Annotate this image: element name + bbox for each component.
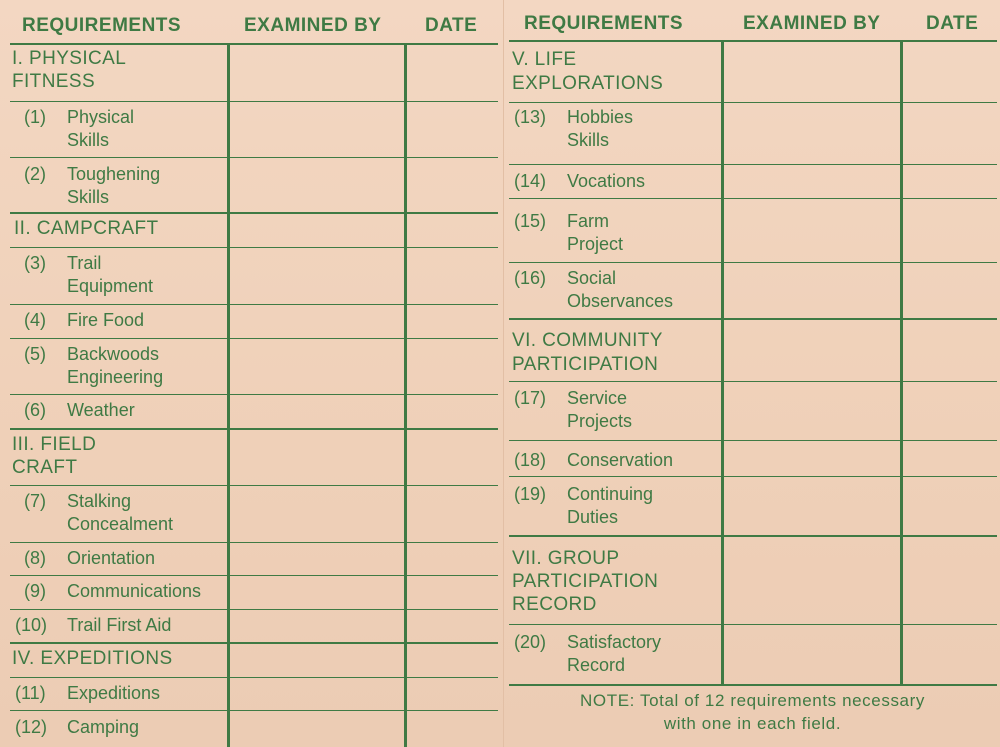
item-number: (14) <box>514 171 547 191</box>
item-number: (6) <box>24 400 46 420</box>
right-section-rule <box>509 684 997 686</box>
left-header-requirements: REQUIREMENTS <box>22 15 182 36</box>
item-number: (18) <box>514 450 547 470</box>
item-label-orientation: Orientation <box>67 548 156 568</box>
left-section-rule <box>10 212 498 214</box>
item-number: (13) <box>514 107 547 127</box>
left-row-rule <box>10 101 498 102</box>
left-row-rule <box>10 247 498 248</box>
right-row-rule <box>509 381 997 382</box>
item-label-hobbies-skills: Hobbies Skills <box>567 107 634 150</box>
left-header-date: DATE <box>425 15 478 36</box>
item-label-continuing-duties: Continuing Duties <box>567 484 654 527</box>
item-label-satisfactory-record: Satisfactory Record <box>567 632 662 675</box>
item-label-stalking-concealment: Stalking Concealment <box>67 491 174 534</box>
right-section-rule <box>509 318 997 320</box>
item-number: (20) <box>514 632 547 652</box>
item-number: (7) <box>24 491 46 511</box>
section-title-campcraft: II. CAMPCRAFT <box>14 218 159 239</box>
right-header-requirements: REQUIREMENTS <box>524 13 684 34</box>
left-row-rule <box>10 677 498 678</box>
right-row-rule <box>509 198 997 199</box>
right-row-rule <box>509 624 997 625</box>
left-row-rule <box>10 338 498 339</box>
right-requirements-card <box>503 0 1000 747</box>
item-number: (17) <box>514 388 547 408</box>
item-number: (16) <box>514 268 547 288</box>
section-title-field-craft: III. FIELD CRAFT <box>12 434 97 478</box>
left-row-rule <box>10 609 498 610</box>
item-number: (1) <box>24 107 46 127</box>
right-row-rule <box>509 440 997 441</box>
item-number: (2) <box>24 164 46 184</box>
item-number: (3) <box>24 253 46 273</box>
section-title-physical-fitness: I. PHYSICAL FITNESS <box>12 48 127 92</box>
item-number: (4) <box>24 310 46 330</box>
item-label-trail-equipment: Trail Equipment <box>67 253 154 296</box>
right-column-divider-2 <box>900 40 903 685</box>
item-label-vocations: Vocations <box>567 171 646 191</box>
right-header-examined-by: EXAMINED BY <box>743 13 881 34</box>
item-number: (19) <box>514 484 547 504</box>
item-label-camping: Camping <box>67 717 140 737</box>
right-row-rule <box>509 164 997 165</box>
left-header-examined-by: EXAMINED BY <box>244 15 382 36</box>
item-number: (10) <box>15 615 48 635</box>
item-number: (8) <box>24 548 46 568</box>
item-label-farm-project: Farm Project <box>567 211 624 254</box>
item-label-trail-first-aid: Trail First Aid <box>67 615 172 635</box>
item-label-expeditions: Expeditions <box>67 683 161 703</box>
left-row-rule <box>10 157 498 158</box>
right-row-rule <box>509 476 997 477</box>
left-header-rule <box>10 43 498 45</box>
item-label-backwoods-engineering: Backwoods Engineering <box>67 344 164 387</box>
right-column-divider-1 <box>721 40 724 685</box>
right-header-date: DATE <box>926 13 979 34</box>
left-row-rule <box>10 304 498 305</box>
section-title-community-participation: VI. COMMUNITY PARTICIPATION <box>512 330 663 375</box>
item-label-fire-food: Fire Food <box>67 310 145 330</box>
section-title-group-participation-record: VII. GROUP PARTICIPATION RECORD <box>512 548 659 615</box>
requirements-note: NOTE: Total of 12 requirements necessary with one in each field. <box>580 691 925 733</box>
section-title-life-explorations: V. LIFE EXPLORATIONS <box>512 49 664 94</box>
item-number: (12) <box>15 717 48 737</box>
right-header-rule <box>509 40 997 42</box>
left-row-rule <box>10 575 498 576</box>
item-label-toughening-skills: Toughening Skills <box>67 164 161 207</box>
item-number: (5) <box>24 344 46 364</box>
left-row-rule <box>10 710 498 711</box>
left-row-rule <box>10 485 498 486</box>
section-title-expeditions: IV. EXPEDITIONS <box>12 648 173 669</box>
item-label-conservation: Conservation <box>567 450 674 470</box>
right-row-rule <box>509 102 997 103</box>
left-section-rule <box>10 642 498 644</box>
item-label-social-observances: Social Observances <box>567 268 674 311</box>
item-label-service-projects: Service Projects <box>567 388 633 431</box>
item-number: (11) <box>15 683 46 703</box>
item-label-communications: Communications <box>67 581 202 601</box>
left-row-rule <box>10 542 498 543</box>
left-row-rule <box>10 394 498 395</box>
right-section-rule <box>509 535 997 537</box>
item-label-weather: Weather <box>67 400 135 420</box>
item-number: (9) <box>24 581 46 601</box>
left-section-rule <box>10 428 498 430</box>
right-row-rule <box>509 262 997 263</box>
item-label-physical-skills: Physical Skills <box>67 107 135 150</box>
item-number: (15) <box>514 211 547 231</box>
